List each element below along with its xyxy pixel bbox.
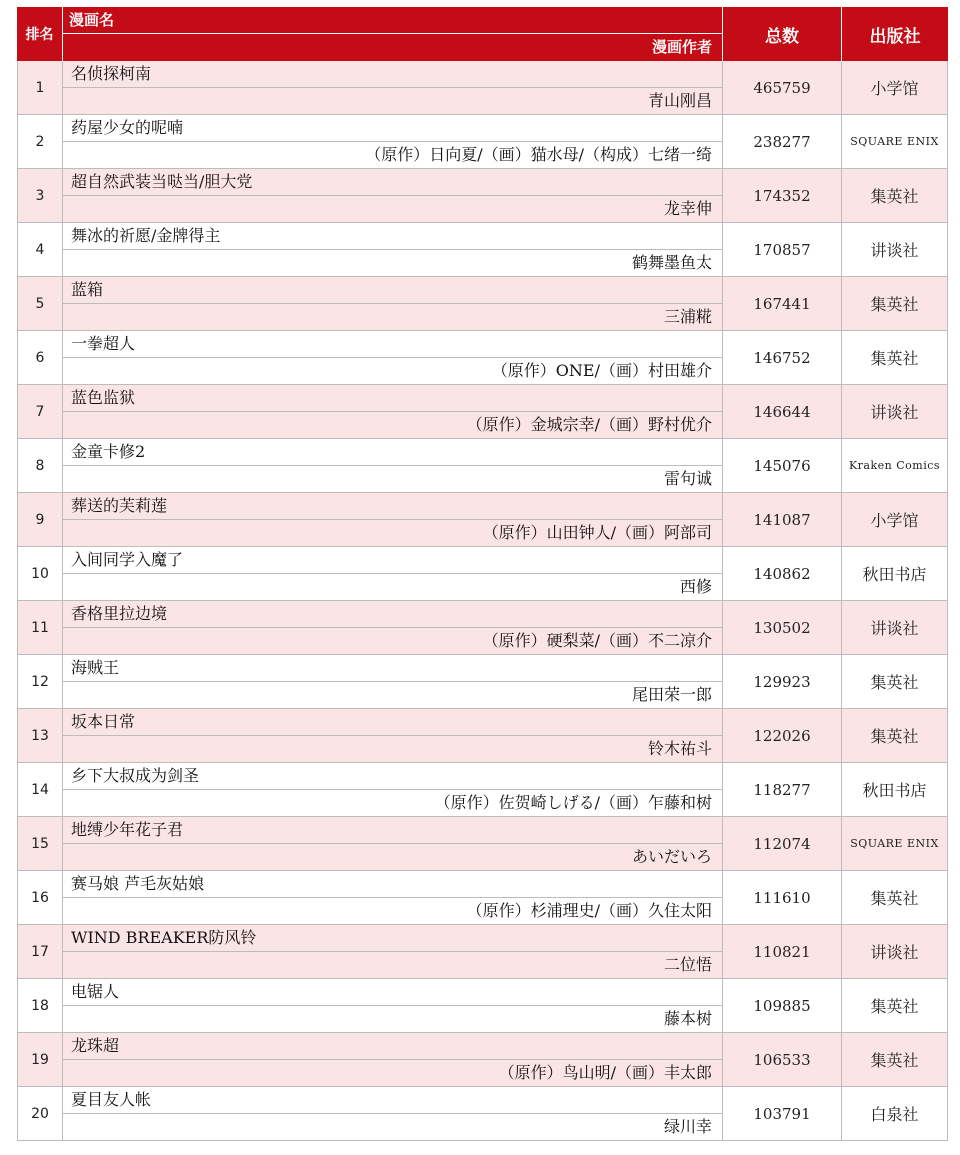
manga-title-cell: 蓝箱 [63, 277, 723, 304]
publisher-cell: 集英社 [870, 187, 919, 206]
table-row [17, 709, 948, 763]
total-cell: 170857 [723, 223, 842, 276]
total-cell: 118277 [723, 763, 842, 816]
manga-author-cell: 西修 [63, 574, 723, 600]
manga-author-cell: 鹤舞墨鱼太 [63, 250, 723, 276]
rank-cell: 6 [18, 331, 63, 384]
rank-cell: 7 [18, 385, 63, 438]
manga-title-cell: 蓝色监狱 [63, 385, 723, 412]
manga-author-cell: 雷句诚 [63, 466, 723, 492]
header-title: 漫画名 [63, 7, 723, 34]
manga-title-cell: 龙珠超 [63, 1033, 723, 1060]
publisher-cell: Kraken Comics [848, 459, 941, 472]
rank-cell: 19 [18, 1033, 63, 1086]
manga-author-cell: 龙幸伸 [63, 196, 723, 222]
publisher-cell: 集英社 [870, 889, 919, 908]
table-row [17, 115, 948, 169]
publisher-cell: 讲谈社 [870, 403, 919, 422]
publisher-cell: 讲谈社 [870, 241, 919, 260]
publisher-cell: SQUARE ENIX [850, 135, 939, 148]
manga-title-cell: 地缚少年花子君 [63, 817, 723, 844]
rank-cell: 12 [18, 655, 63, 708]
manga-title-cell: 坂本日常 [63, 709, 723, 736]
table-row [17, 817, 948, 871]
rank-cell: 2 [18, 115, 63, 168]
table-header [17, 7, 948, 61]
manga-title-cell: 海贼王 [63, 655, 723, 682]
table-row [17, 223, 948, 277]
table-row [17, 277, 948, 331]
table-row [17, 331, 948, 385]
table-row [17, 763, 948, 817]
publisher-cell: 集英社 [870, 295, 919, 314]
total-cell: 129923 [723, 655, 842, 708]
manga-author-cell: 尾田荣一郎 [63, 682, 723, 708]
rank-cell: 9 [18, 493, 63, 546]
table-row [17, 655, 948, 709]
manga-title-cell: 香格里拉边境 [63, 601, 723, 628]
header-total: 总数 [723, 7, 842, 61]
total-cell: 122026 [723, 709, 842, 762]
header-rank: 排名 [17, 7, 63, 61]
publisher-cell: 集英社 [870, 727, 919, 746]
total-cell: 103791 [723, 1087, 842, 1140]
total-cell: 140862 [723, 547, 842, 600]
manga-author-cell: （原作）ONE/（画）村田雄介 [63, 358, 723, 384]
manga-author-cell: あいだいろ [63, 844, 723, 870]
manga-title-cell: 葬送的芙莉莲 [63, 493, 723, 520]
rank-cell: 4 [18, 223, 63, 276]
publisher-cell: 集英社 [870, 349, 919, 368]
publisher-cell: 白泉社 [870, 1105, 919, 1124]
manga-author-cell: （原作）杉浦理史/（画）久住太阳 [63, 898, 723, 924]
total-cell: 145076 [723, 439, 842, 492]
header-author: 漫画作者 [63, 34, 723, 61]
table-row [17, 61, 948, 115]
publisher-cell: 讲谈社 [870, 943, 919, 962]
manga-author-cell: （原作）金城宗幸/（画）野村优介 [63, 412, 723, 438]
publisher-cell: 集英社 [870, 997, 919, 1016]
manga-author-cell: 藤本树 [63, 1006, 723, 1032]
publisher-cell: SQUARE ENIX [850, 837, 939, 850]
manga-title-cell: 一拳超人 [63, 331, 723, 358]
manga-author-cell: （原作）山田钟人/（画）阿部司 [63, 520, 723, 546]
rank-cell: 3 [18, 169, 63, 222]
header-publisher: 出版社 [869, 26, 921, 47]
rank-cell: 15 [18, 817, 63, 870]
rank-cell: 10 [18, 547, 63, 600]
total-cell: 238277 [723, 115, 842, 168]
total-cell: 465759 [723, 61, 842, 114]
table-row [17, 1087, 948, 1141]
total-cell: 110821 [723, 925, 842, 978]
publisher-cell: 讲谈社 [870, 619, 919, 638]
rank-cell: 14 [18, 763, 63, 816]
rank-cell: 18 [18, 979, 63, 1032]
total-cell: 146644 [723, 385, 842, 438]
rank-cell: 1 [18, 61, 63, 114]
table-body [17, 61, 948, 1141]
publisher-cell: 小学馆 [870, 511, 919, 530]
manga-title-cell: 入间同学入魔了 [63, 547, 723, 574]
table-row [17, 547, 948, 601]
manga-author-cell: （原作）硬梨菜/（画）不二凉介 [63, 628, 723, 654]
manga-author-cell: 青山刚昌 [63, 88, 723, 114]
total-cell: 174352 [723, 169, 842, 222]
manga-author-cell: （原作）鸟山明/（画）丰太郎 [63, 1060, 723, 1086]
manga-title-cell: 名侦探柯南 [63, 61, 723, 88]
manga-title-cell: 夏目友人帐 [63, 1087, 723, 1114]
manga-author-cell: 铃木祐斗 [63, 736, 723, 762]
table-row [17, 493, 948, 547]
publisher-cell: 秋田书店 [862, 781, 927, 800]
manga-title-cell: 电锯人 [63, 979, 723, 1006]
table-row [17, 439, 948, 493]
manga-author-cell: 绿川幸 [63, 1114, 723, 1140]
rank-cell: 13 [18, 709, 63, 762]
total-cell: 112074 [723, 817, 842, 870]
total-cell: 111610 [723, 871, 842, 924]
rank-cell: 11 [18, 601, 63, 654]
manga-title-cell: 药屋少女的呢喃 [63, 115, 723, 142]
manga-title-cell: 金童卡修2 [63, 439, 723, 466]
rank-cell: 16 [18, 871, 63, 924]
manga-author-cell: （原作）佐贺崎しげる/（画）乍藤和树 [63, 790, 723, 816]
rank-cell: 17 [18, 925, 63, 978]
table-row [17, 169, 948, 223]
total-cell: 141087 [723, 493, 842, 546]
table-row [17, 601, 948, 655]
manga-title-cell: 赛马娘 芦毛灰姑娘 [63, 871, 723, 898]
manga-ranking-table [17, 7, 948, 1141]
manga-author-cell: 三浦糀 [63, 304, 723, 330]
rank-cell: 8 [18, 439, 63, 492]
manga-title-cell: 舞冰的祈愿/金牌得主 [63, 223, 723, 250]
publisher-cell: 集英社 [870, 673, 919, 692]
total-cell: 146752 [723, 331, 842, 384]
total-cell: 130502 [723, 601, 842, 654]
total-cell: 109885 [723, 979, 842, 1032]
rank-cell: 5 [18, 277, 63, 330]
rank-cell: 20 [18, 1087, 63, 1140]
total-cell: 106533 [723, 1033, 842, 1086]
manga-author-cell: （原作）日向夏/（画）猫水母/（构成）七绪一绮 [63, 142, 723, 168]
total-cell: 167441 [723, 277, 842, 330]
manga-title-cell: WIND BREAKER防风铃 [63, 925, 723, 952]
table-row [17, 1033, 948, 1087]
manga-title-cell: 超自然武装当哒当/胆大党 [63, 169, 723, 196]
publisher-cell: 秋田书店 [862, 565, 927, 584]
table-row [17, 979, 948, 1033]
manga-title-cell: 乡下大叔成为剑圣 [63, 763, 723, 790]
publisher-cell: 集英社 [870, 1051, 919, 1070]
publisher-cell: 小学馆 [870, 79, 919, 98]
table-row [17, 385, 948, 439]
table-row [17, 925, 948, 979]
manga-author-cell: 二位悟 [63, 952, 723, 978]
table-row [17, 871, 948, 925]
